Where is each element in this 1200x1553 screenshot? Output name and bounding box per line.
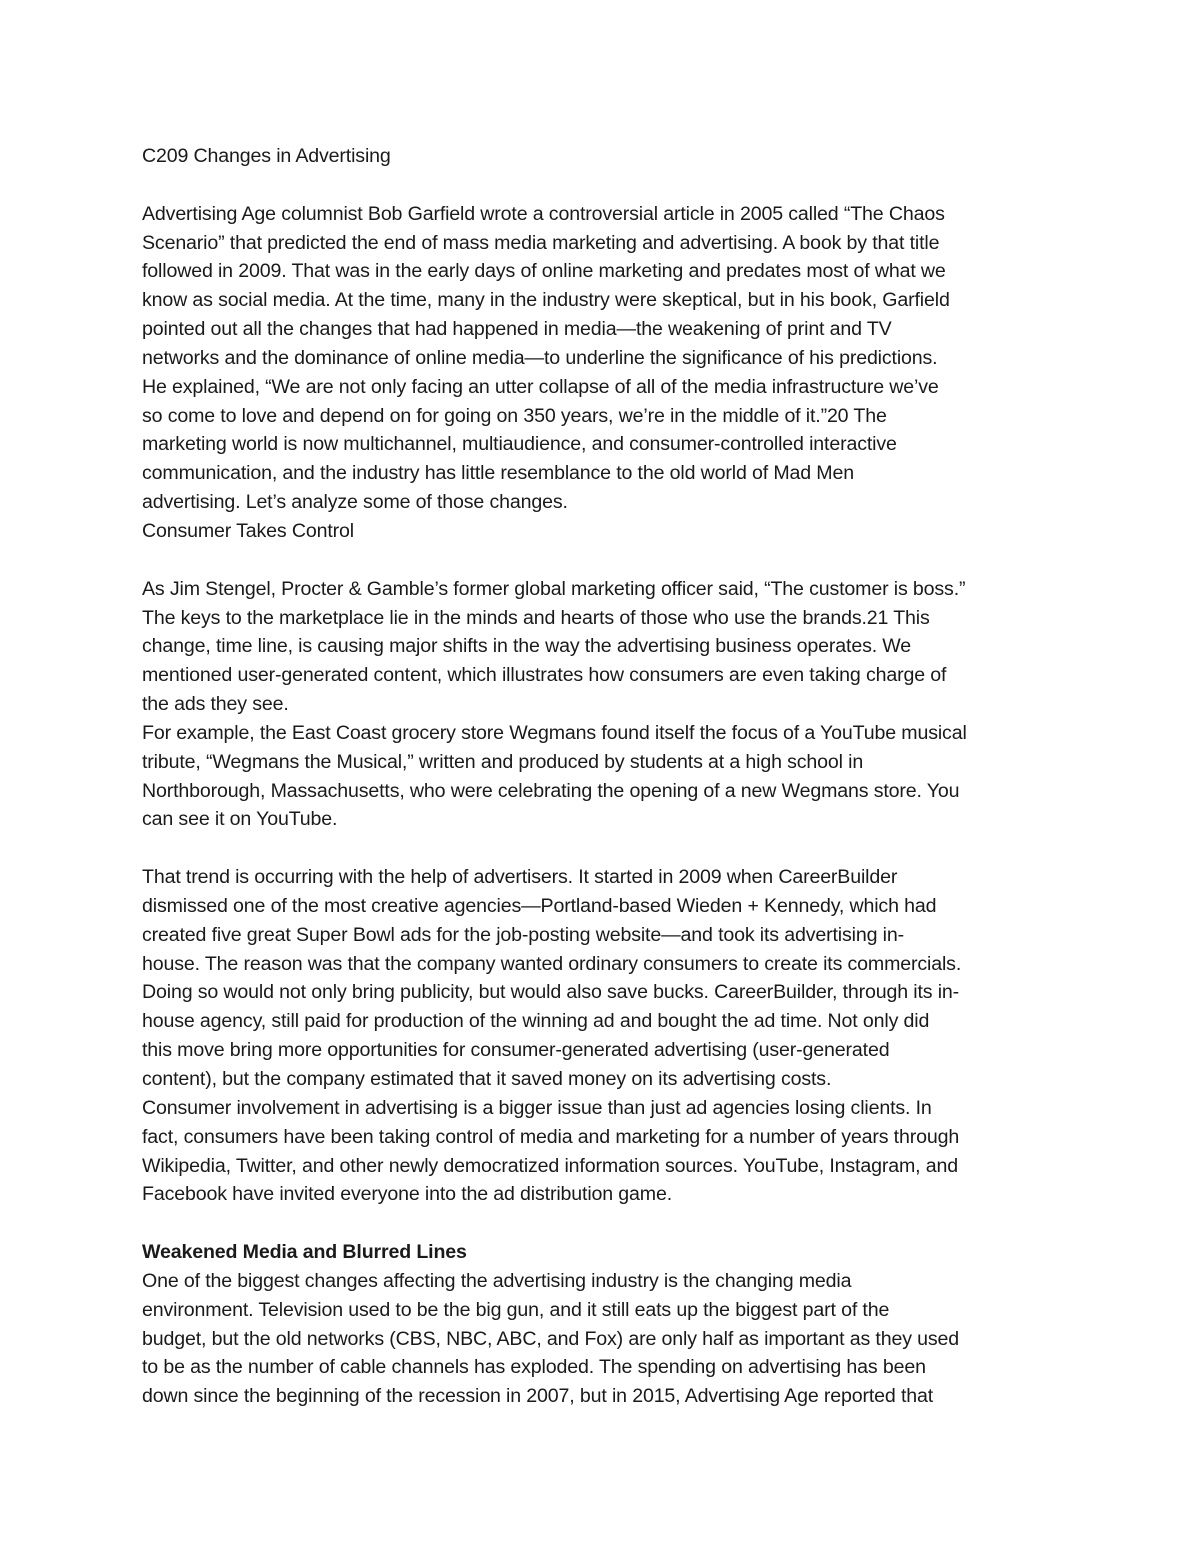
text-line: The keys to the marketplace lie in the minds and hearts of those who use the brands.21 This xyxy=(142,606,930,629)
text-line: so come to love and depend on for going on 350 years, we’re in the middle of it.”20 The xyxy=(142,404,887,427)
text-line: mentioned user-generated content, which illustrates how consumers are even taking charge of xyxy=(142,664,947,687)
text-line: As Jim Stengel, Procter & Gamble’s former global marketing officer said, “The customer is boss.” xyxy=(142,577,966,600)
text-line: created five great Super Bowl ads for the job-posting website—and took its advertising in- xyxy=(142,923,904,946)
text-line: house. The reason was that the company wanted ordinary consumers to create its commercials. xyxy=(142,952,962,975)
text-line: down since the beginning of the recession in 2007, but in 2015, Advertising Age reported that xyxy=(142,1385,934,1408)
text-line: this move bring more opportunities for consumer-generated advertising (user-generated xyxy=(142,1039,890,1062)
text-line: Scenario” that predicted the end of mass media marketing and advertising. A book by that title xyxy=(142,231,940,254)
paragraph-wegmans xyxy=(142,719,1067,834)
text-line: That trend is occurring with the help of advertisers. It started in 2009 when CareerBuilder xyxy=(142,866,898,889)
text-line: change, time line, is causing major shifts in the way the advertising business operates. We xyxy=(142,635,912,658)
text-line: advertising. Let’s analyze some of those changes. xyxy=(142,491,568,514)
text-line: One of the biggest changes affecting the advertising industry is the changing media xyxy=(142,1269,852,1292)
blank-line xyxy=(142,834,1067,863)
document-title: C209 Changes in Advertising xyxy=(142,145,391,167)
text-line: to be as the number of cable channels has exploded. The spending on advertising has been xyxy=(142,1356,926,1379)
text-line: house agency, still paid for production of the winning ad and bought the ad time. Not only did xyxy=(142,1010,930,1033)
paragraph-customer-is-boss xyxy=(142,575,1067,719)
text-line: Consumer involvement in advertising is a bigger issue than just ad agencies losing clients. In xyxy=(142,1096,932,1119)
blank-line xyxy=(142,546,1067,575)
text-line: Doing so would not only bring publicity, but would also save bucks. CareerBuilder, through its in- xyxy=(142,981,960,1004)
text-line: followed in 2009. That was in the early days of online marketing and predates most of what we xyxy=(142,260,946,283)
text-line: pointed out all the changes that had happened in media—the weakening of print and TV xyxy=(142,318,892,341)
paragraph-careerbuilder xyxy=(142,863,1067,1094)
text-line: content), but the company estimated that it saved money on its advertising costs. xyxy=(142,1068,832,1090)
heading-consumer-takes-control: Consumer Takes Control xyxy=(142,519,354,542)
text-line: networks and the dominance of online media—to underline the significance of his predictions. xyxy=(142,346,938,369)
text-line: For example, the East Coast grocery store Wegmans found itself the focus of a YouTube musical xyxy=(142,721,967,744)
text-line: know as social media. At the time, many in the industry were skeptical, but in his book, Garfield xyxy=(142,289,950,312)
text-line: fact, consumers have been taking control of media and marketing for a number of years through xyxy=(142,1125,960,1148)
document-body xyxy=(142,142,1067,1411)
text-line: Northborough, Massachusetts, who were celebrating the opening of a new Wegmans store. You xyxy=(142,779,960,802)
text-line: Facebook have invited everyone into the ad distribution game. xyxy=(142,1183,673,1206)
paragraph-chaos-scenario xyxy=(142,200,1067,517)
text-line: Wikipedia, Twitter, and other newly democratized information sources. YouTube, Instagram, and xyxy=(142,1154,958,1177)
blank-line xyxy=(142,171,1067,200)
text-line: dismissed one of the most creative agencies—Portland-based Wieden + Kennedy, which had xyxy=(142,894,937,917)
text-line: the ads they see. xyxy=(142,693,289,716)
paragraph-consumer-involvement xyxy=(142,1094,1067,1209)
heading-weakened-media: Weakened Media and Blurred Lines xyxy=(142,1241,467,1264)
paragraph-media-environment xyxy=(142,1267,1067,1411)
text-line: marketing world is now multichannel, multiaudience, and consumer-controlled interactive xyxy=(142,433,897,456)
text-line: Advertising Age columnist Bob Garfield wrote a controversial article in 2005 called “The Chaos xyxy=(142,202,945,225)
text-line: can see it on YouTube. xyxy=(142,808,338,831)
text-line: He explained, “We are not only facing an utter collapse of all of the media infrastructure we’ve xyxy=(142,375,939,398)
blank-line xyxy=(142,1209,1067,1238)
text-line: environment. Television used to be the big gun, and it still eats up the biggest part of the xyxy=(142,1298,890,1321)
text-line: budget, but the old networks (CBS, NBC, ABC, and Fox) are only half as important as they used xyxy=(142,1327,960,1350)
text-line: tribute, “Wegmans the Musical,” written and produced by students at a high school in xyxy=(142,750,864,773)
text-line: communication, and the industry has little resemblance to the old world of Mad Men xyxy=(142,462,854,485)
